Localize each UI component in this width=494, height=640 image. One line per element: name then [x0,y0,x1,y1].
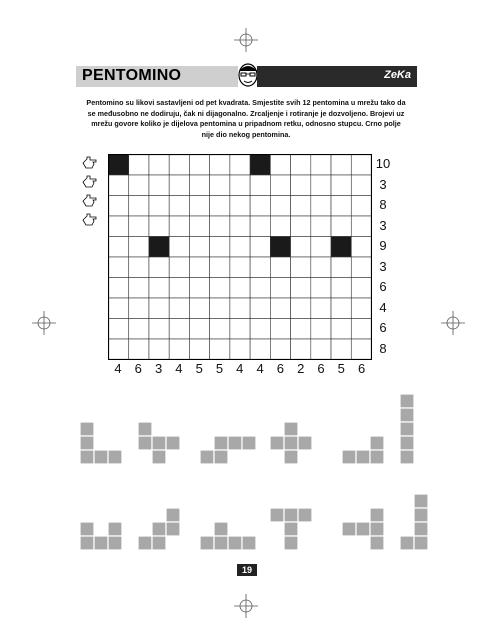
piece-square [200,536,214,550]
column-clue: 5 [337,361,345,376]
piece-square [400,394,414,408]
piece-square [80,450,94,464]
piece-square [152,536,166,550]
column-clue: 4 [236,361,244,376]
column-clue: 5 [215,361,224,376]
column-clue: 4 [114,361,122,376]
pentomino-piece-z [200,522,256,550]
piece-square [80,522,94,536]
piece-square [356,522,370,536]
row-clue: 3 [379,258,387,274]
column-clue: 2 [297,361,305,376]
piece-square [108,450,122,464]
row-clue: 6 [379,279,387,294]
piece-square [400,408,414,422]
piece-square [200,450,214,464]
piece-square [414,508,428,522]
pentomino-piece-n [200,436,256,464]
column-clue: 6 [357,361,366,376]
pentomino-piece-w2 [138,508,180,550]
piece-square [356,450,370,464]
piece-square [94,536,108,550]
piece-square [80,422,94,436]
pentomino-piece-p [400,494,428,550]
piece-square [214,450,228,464]
piece-square [284,436,298,450]
piece-square [298,508,312,522]
piece-square [414,536,428,550]
row-clue: 4 [379,299,387,315]
page-title: PENTOMINO [82,67,182,84]
page-number: 19 [237,564,257,576]
row-clue: 6 [379,320,387,335]
piece-square [370,450,384,464]
pentomino-piece-l [80,422,122,464]
piece-square [342,522,356,536]
row-clue: 3 [379,217,387,233]
pentomino-piece-x [270,422,312,464]
piece-square [370,522,384,536]
column-clue: 6 [276,361,284,376]
piece-square [370,536,384,550]
row-clue: 8 [379,197,387,212]
piece-square [342,450,356,464]
column-clue: 4 [175,361,183,376]
piece-square [400,450,414,464]
piece-square [214,436,228,450]
piece-square [166,522,180,536]
row-clue: 8 [379,340,387,356]
pentomino-piece-t [270,508,312,550]
column-clue: 6 [317,361,325,376]
piece-square [370,508,384,522]
author-name: ZeKa [384,69,411,81]
piece-square [270,508,284,522]
piece-square [400,436,414,450]
piece-square [414,522,428,536]
piece-square [414,494,428,508]
piece-square [228,536,242,550]
column-clue: 6 [134,361,142,376]
piece-square [284,508,298,522]
piece-square [214,536,228,550]
piece-square [138,436,152,450]
piece-square [284,536,298,550]
piece-square [80,436,94,450]
piece-square [284,422,298,436]
piece-square [370,436,384,450]
piece-square [108,522,122,536]
piece-square [242,536,256,550]
registration-mark-bottom [234,594,258,618]
piece-square [166,436,180,450]
row-clue: 10 [375,156,391,171]
piece-square [152,436,166,450]
piece-square [166,508,180,522]
column-clue: 4 [256,361,264,376]
pentomino-piece-u [80,522,122,550]
piece-square [214,522,228,536]
piece-square [228,436,242,450]
pentomino-piece-i [400,394,414,464]
piece-square [138,536,152,550]
piece-square [152,450,166,464]
piece-square [270,436,284,450]
piece-square [400,536,414,550]
pentomino-piece-y [138,422,180,464]
piece-square [94,450,108,464]
piece-square [284,522,298,536]
pentomino-piece-w [342,436,384,464]
piece-square [80,536,94,550]
column-clue: 3 [154,361,163,376]
instructions-text: Pentomino su likovi sastavljeni od pet kvadrata. Smjestite svih 12 pentomina u mrežu tako da se međusobno ne dodiruju, čak ni dijagonalno. Zrcaljenje i rotiranje je dozvoljeno. Brojevi uz mrežu govore koliko je dijelova pentomina u pripadnom retku, odnosno stupcu. Crno polje nije dio nekog pentomina. [86,98,406,139]
piece-square [152,522,166,536]
piece-square [108,536,122,550]
piece-square [242,436,256,450]
piece-square [284,450,298,464]
piece-square [138,422,152,436]
column-clue: 5 [195,361,203,376]
pentomino-piece-v [342,508,384,550]
piece-square [298,436,312,450]
piece-square [400,422,414,436]
row-clue: 3 [379,176,387,192]
row-clue: 9 [379,238,387,253]
